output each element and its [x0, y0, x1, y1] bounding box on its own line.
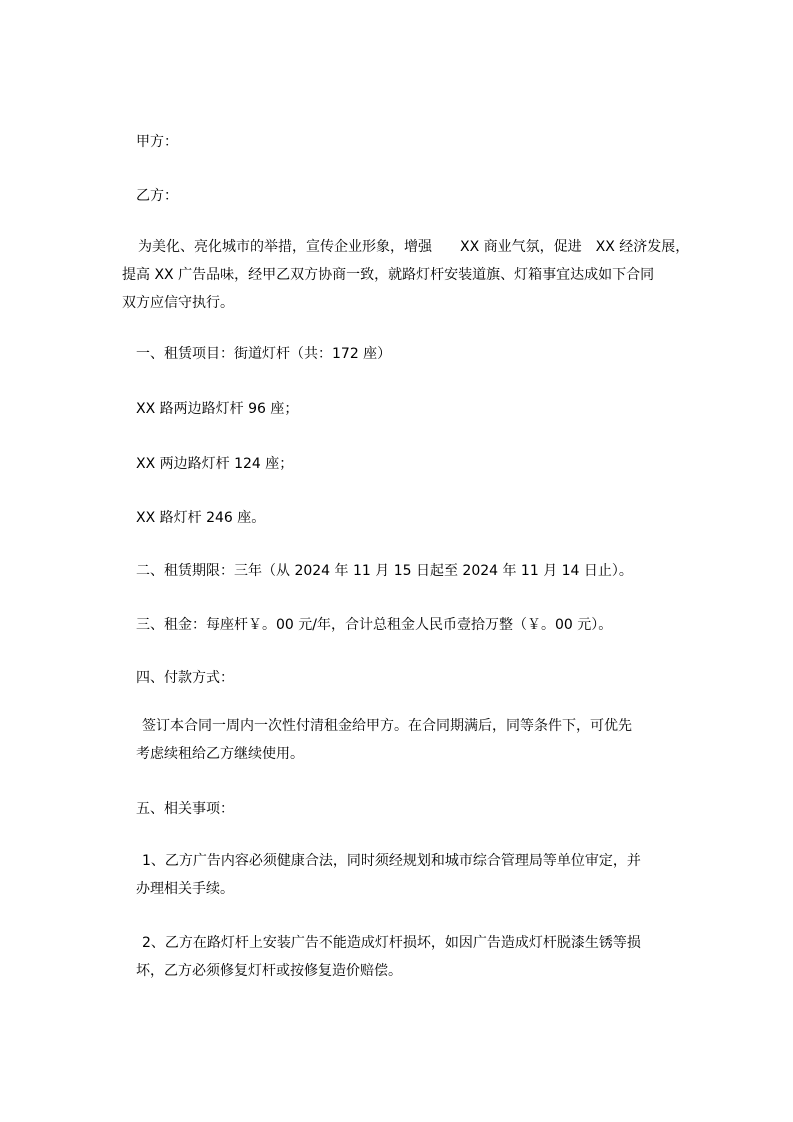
section-5-item-2-line-1: 2、乙方在路灯杆上安装广告不能造成灯杆损坏，如因广告造成灯杆脱漆生锈等损: [142, 935, 641, 951]
section-4-body-line-1: 签订本合同一周内一次性付清租金给甲方。在合同期满后，同等条件下，可优先: [142, 718, 632, 734]
intro-paragraph: [122, 233, 708, 317]
section-3-title: 三、租金：每座杆￥。00 元/年，合计总租金人民币壹拾万整（￥。00 元）。: [136, 617, 613, 633]
party-a-label: 甲方：: [136, 134, 178, 150]
section-5-item-2: [136, 929, 708, 985]
intro-line-1: 为美化、亮化城市的举措，宣传企业形象，增强 XX 商业气氛，促进 XX 经济发展，: [138, 239, 690, 255]
intro-line-2: 提高 XX 广告品味，经甲乙双方协商一致，就路灯杆安装道旗、灯箱事宜达成如下合同: [122, 267, 655, 283]
section-4-body-line-2: 考虑续租给乙方继续使用。: [136, 746, 304, 762]
section-5-item-1: [136, 847, 708, 903]
section-4-body: [136, 712, 708, 768]
section-5-item-2-line-2: 坏，乙方必须修复灯杆或按修复造价赔偿。: [136, 963, 402, 979]
section-1-item-2: XX 两边路灯杆 124 座；: [136, 456, 294, 472]
intro-line-3: 双方应信守执行。: [122, 295, 234, 311]
section-1-title: 一、租赁项目：街道灯杆（共：172 座）: [136, 346, 392, 362]
section-5-item-1-line-1: 1、乙方广告内容必须健康合法，同时须经规划和城市综合管理局等单位审定，并: [142, 853, 641, 869]
section-4-title: 四、付款方式：: [136, 670, 234, 686]
section-1-item-3: XX 路灯杆 246 座。: [136, 510, 266, 526]
section-5-title: 五、相关事项：: [136, 801, 234, 817]
section-2-title: 二、租赁期限：三年（从 2024 年 11 月 15 日起至 2024 年 11 月 14 日止）。: [136, 563, 633, 579]
section-1-item-1: XX 路两边路灯杆 96 座；: [136, 401, 299, 417]
section-5-item-1-line-2: 办理相关手续。: [136, 881, 234, 897]
party-b-label: 乙方：: [136, 188, 178, 204]
